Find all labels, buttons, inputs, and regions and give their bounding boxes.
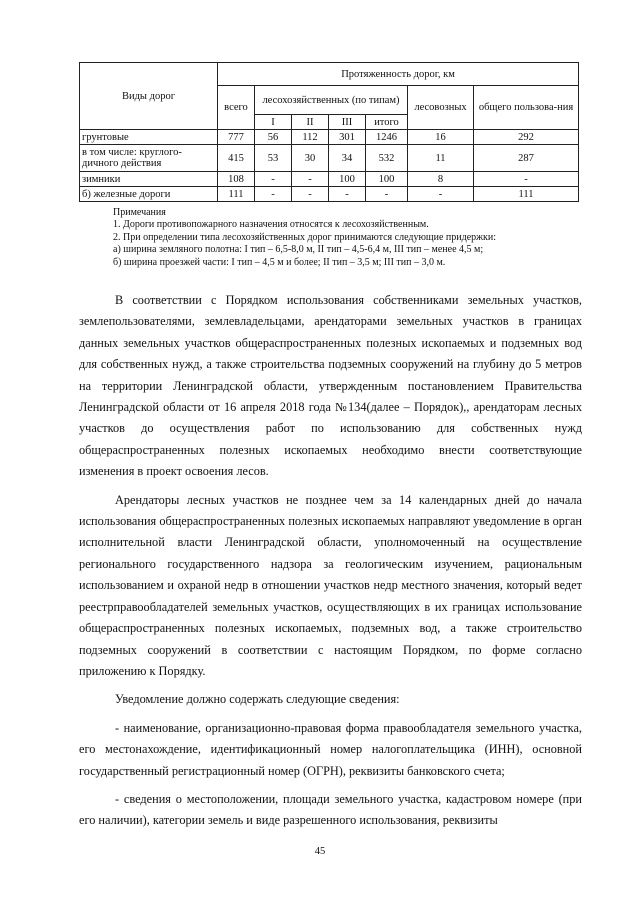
table-notes [113, 207, 583, 269]
paragraph: Арендаторы лесных участков не позднее чем за 14 календарных дней до начала использования общераспространенных полезных ископаемых направляют уведомление в орган исполнительной власти Ленинградской области, уполномоченный на осуществление регионального государственного надзора за геологическим изучением, рациональным использованием и охраной недр в отношении участков недр местного значения, который ведет реестрправообладателей земельных участков, осуществляющих в их границах использование общераспространенных полезных ископаемых, подземных вод, а также строительство подземных сооружений в соответствии с настоящим Порядком, по форме согласно приложению к Порядку. [79, 492, 582, 678]
header-subtotal: итого [366, 115, 408, 130]
paragraph: В соответствии с Порядком использования собственниками земельных участков, землепользователями, землевладельцами, арендаторами земельных участков в границах данных земельных участков общераспространенных полезных ископаемых и подземных вод для собственных нужд, а также строительства подземных сооружений на глубину до 5 метров на территории Ленинградской области, утвержденным постановлением Правительства Ленинградской области от 16 апреля 2018 года №134(далее – Порядок),, арендаторам лесных участков до осуществления работ по использованию для собственных нужд общераспространенных полезных ископаемых необходимо внести соответствующие изменения в проект освоения лесов. [79, 293, 582, 479]
table-cell: - [329, 187, 366, 202]
header-forestry: лесохозяйственных (по типам) [255, 86, 408, 115]
header-type-2: II [292, 115, 329, 130]
table-cell: 53 [255, 145, 292, 172]
table-cell: - [408, 187, 474, 202]
row-label: зимники [80, 172, 218, 187]
header-road-length: Протяженность дорог, км [218, 63, 579, 86]
table-cell: - [292, 187, 329, 202]
header-type-3: III [329, 115, 366, 130]
table-row [80, 187, 579, 202]
table-cell: 301 [329, 130, 366, 145]
table-cell: 11 [408, 145, 474, 172]
table-cell: - [255, 172, 292, 187]
table-cell: 111 [218, 187, 255, 202]
table-cell: 108 [218, 172, 255, 187]
table-cell: - [474, 172, 579, 187]
table-cell: 56 [255, 130, 292, 145]
paragraph: Уведомление должно содержать следующие сведения: [115, 692, 400, 707]
document-body [79, 290, 582, 832]
notes-heading: Примечания [113, 207, 166, 218]
table-row [80, 130, 579, 145]
note-line: а) ширина земляного полотна: I тип – 6,5-8,0 м, II тип – 4,5-6,4 м, III тип – менее 4,5 м; [113, 244, 484, 256]
table-cell: 1246 [366, 130, 408, 145]
table-cell: - [292, 172, 329, 187]
row-label: б) железные дороги [80, 187, 218, 202]
table-cell: - [366, 187, 408, 202]
list-item: - сведения о местоположении, площади земельного участка, кадастровом номере (при его наличии), категории земель и виде разрешенного использования, реквизиты [79, 791, 582, 828]
table-cell: 100 [366, 172, 408, 187]
table-cell: 16 [408, 130, 474, 145]
table-cell: 292 [474, 130, 579, 145]
table-cell: 8 [408, 172, 474, 187]
table-cell: 415 [218, 145, 255, 172]
row-label: в том числе: круглого-дичного действия [80, 145, 218, 172]
page-number: 45 [314, 846, 326, 857]
row-label: грунтовые [80, 130, 218, 145]
note-line: б) ширина проезжей части: I тип – 4,5 м и более; II тип – 3,5 м; III тип – 3,0 м. [113, 256, 446, 268]
table-cell: 112 [292, 130, 329, 145]
header-total: всего [218, 86, 255, 130]
table-row [80, 145, 579, 172]
header-road-kinds: Виды дорог [80, 63, 218, 130]
header-type-1: I [255, 115, 292, 130]
table-cell: 532 [366, 145, 408, 172]
header-logging: лесовозных [408, 86, 474, 130]
table-cell: 100 [329, 172, 366, 187]
table-row [80, 172, 579, 187]
table-cell: 34 [329, 145, 366, 172]
roads-length-table [79, 62, 579, 202]
note-line: 2. При определении типа лесохозяйственных дорог принимаются следующие придержки: [113, 231, 497, 243]
table-cell: 30 [292, 145, 329, 172]
table-cell: 111 [474, 187, 579, 202]
table-cell: 777 [218, 130, 255, 145]
table-cell: 287 [474, 145, 579, 172]
header-public: общего пользова-ния [474, 86, 579, 130]
note-line: 1. Дороги противопожарного назначения относятся к лесохозяйственным. [113, 219, 429, 231]
table-cell: - [255, 187, 292, 202]
roads-table-container [79, 62, 578, 202]
list-item: - наименование, организационно-правовая форма правообладателя земельного участка, его местонахождение, идентификационный номер налогоплательщика (ИНН), основной государственный регистрационный номер (ОГРН), реквизиты банковского счета; [79, 720, 582, 778]
